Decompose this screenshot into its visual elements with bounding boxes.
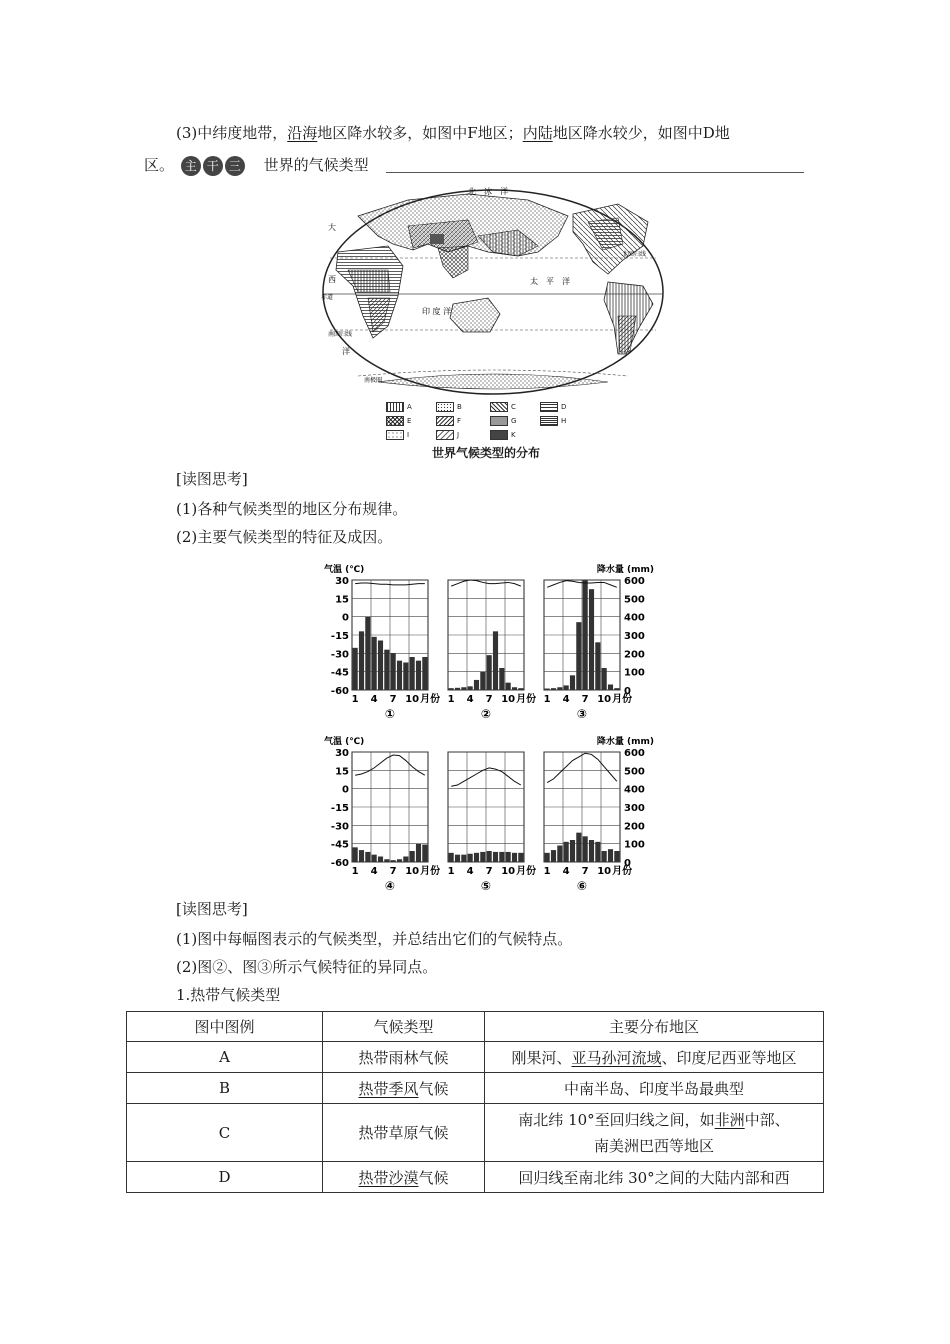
y-tick-temp: -30 <box>330 821 349 833</box>
panel-label: ③ <box>576 707 588 721</box>
precip-bar <box>506 683 511 690</box>
table-row: D 热带沙漠气候 回归线至南北纬 30°之间的大陆内部和西 <box>127 1162 824 1193</box>
precip-bar <box>551 688 556 690</box>
panel-label: ① <box>384 707 396 721</box>
precip-bar <box>397 859 402 862</box>
x-tick-label: 1 <box>351 694 359 705</box>
precip-bar <box>365 617 370 690</box>
x-tick-label: 1 <box>543 694 551 705</box>
y-tick-precip: 0 <box>624 858 631 869</box>
precip-bar <box>506 852 511 862</box>
x-tick-label: 7 <box>581 866 589 877</box>
precip-bar <box>353 648 358 690</box>
think1-heading: [读图思考] <box>176 470 248 488</box>
y-tick-precip: 300 <box>624 631 645 642</box>
label-tropic-n: 北回归线 <box>622 251 647 258</box>
precip-bar <box>384 650 389 690</box>
x-unit-label: 月份 <box>420 866 441 877</box>
y-tick-precip: 600 <box>624 748 645 759</box>
x-unit-label: 月份 <box>420 694 441 705</box>
label-atlantic-yang: 洋 <box>342 347 350 356</box>
precip-bar <box>570 675 575 690</box>
precip-bar <box>455 688 460 690</box>
legend-item-h: H <box>540 416 566 426</box>
precip-bar <box>455 855 460 862</box>
x-tick-label: 1 <box>543 866 551 877</box>
precip-bar <box>564 685 569 690</box>
swatch-f <box>436 416 454 426</box>
precip-bar <box>545 853 550 862</box>
underlined-coastal: 沿海 <box>287 124 318 142</box>
precip-bar <box>493 852 498 862</box>
x-tick-label: 7 <box>581 694 589 705</box>
swatch-g <box>490 416 508 426</box>
section-title: 世界的气候类型 <box>263 156 369 174</box>
y-axis-label-temp: 气温 (℃) <box>324 737 365 747</box>
section-rule <box>386 172 804 173</box>
label-equator: 赤道 <box>321 294 334 301</box>
paragraph-3-line-1: (3)中纬度地带，沿海地区降水较多，如图中F地区；内陆地区降水较少，如图中D地 <box>176 124 730 142</box>
world-climate-map <box>318 186 668 398</box>
y-tick-temp: 15 <box>335 594 349 606</box>
think2-q2: (2)图②、图③所示气候特征的异同点。 <box>176 958 438 976</box>
y-tick-precip: 0 <box>624 686 631 697</box>
think1-q1: (1)各种气候类型的地区分布规律。 <box>176 500 408 518</box>
precip-bar <box>461 855 466 862</box>
x-tick-label: 1 <box>447 694 455 705</box>
precip-bar <box>557 846 562 863</box>
swatch-c <box>490 402 508 412</box>
precip-bar <box>499 852 504 862</box>
y-tick-temp: 15 <box>335 766 349 778</box>
x-tick-label: 10 <box>597 694 612 705</box>
legend-item-k: K <box>490 430 516 440</box>
precip-bar <box>487 655 492 690</box>
table-row: B 热带季风气候 中南半岛、印度半岛最典型 <box>127 1073 824 1104</box>
y-tick-temp: -45 <box>330 667 349 679</box>
y-tick-temp: -15 <box>330 631 349 642</box>
precip-bar <box>493 631 498 690</box>
swatch-d <box>540 402 558 412</box>
precip-bar <box>474 680 479 690</box>
x-tick-label: 4 <box>466 694 474 705</box>
precip-bar <box>583 580 588 690</box>
y-axis-label-precip: 降水量 (mm) <box>596 565 654 575</box>
x-tick-label: 10 <box>597 866 612 877</box>
precip-bar <box>614 851 619 862</box>
swatch-h <box>540 416 558 426</box>
precip-bar <box>422 657 427 690</box>
precip-bar <box>422 845 427 862</box>
precip-bar <box>384 859 389 862</box>
precip-bar <box>461 687 466 690</box>
precip-bar <box>595 842 600 862</box>
y-axis-label-precip: 降水量 (mm) <box>596 737 654 747</box>
swatch-j <box>436 430 454 440</box>
label-antarctic: 南极圈 <box>364 377 383 384</box>
label-indian: 印 度 洋 <box>422 307 452 316</box>
label-tropic-s: 南回归线 <box>328 331 353 338</box>
x-tick-label: 10 <box>405 694 420 705</box>
label-pacific: 太 平 洋 <box>530 277 570 286</box>
x-tick-label: 7 <box>389 866 397 877</box>
y-tick-temp: 0 <box>342 784 349 796</box>
precip-bar <box>564 842 569 862</box>
precip-bar <box>416 661 421 690</box>
label-atlantic-west: 西 <box>328 275 336 284</box>
x-unit-label: 月份 <box>516 694 537 705</box>
map-caption: 世界气候类型的分布 <box>432 446 541 460</box>
panel-label: ② <box>480 707 492 721</box>
x-tick-label: 10 <box>501 866 516 877</box>
x-tick-label: 4 <box>466 866 474 877</box>
legend-item-d: D <box>540 402 566 412</box>
x-tick-label: 1 <box>447 866 455 877</box>
swatch-i <box>386 430 404 440</box>
precip-bar <box>576 833 581 862</box>
x-unit-label: 月份 <box>516 866 537 877</box>
header-area: 主要分布地区 <box>485 1012 824 1042</box>
badge-char-3: 三 <box>225 156 245 176</box>
think1-q2: (2)主要气候类型的特征及成因。 <box>176 528 393 546</box>
precip-bar <box>602 851 607 862</box>
precip-bar <box>589 840 594 862</box>
paragraph-3-line-2: 区。 主 干 三 世界的气候类型 <box>144 156 369 174</box>
panel-label: ④ <box>384 879 396 893</box>
y-tick-temp: -60 <box>330 686 349 697</box>
precip-bar <box>416 844 421 862</box>
precip-bar <box>403 663 408 691</box>
precip-bar <box>518 688 523 690</box>
precip-bar <box>589 589 594 690</box>
y-tick-precip: 100 <box>624 839 645 851</box>
precip-bar <box>359 850 364 862</box>
badge-char-1: 主 <box>181 156 201 176</box>
y-tick-precip: 600 <box>624 576 645 587</box>
y-tick-temp: 30 <box>335 576 349 587</box>
precip-bar <box>487 851 492 862</box>
x-tick-label: 7 <box>485 866 493 877</box>
precip-bar <box>372 855 377 862</box>
panel-label: ⑥ <box>576 879 588 893</box>
legend-item-g: G <box>490 416 516 426</box>
y-tick-temp: -45 <box>330 839 349 851</box>
x-tick-label: 4 <box>370 694 378 705</box>
precip-bar <box>602 668 607 690</box>
y-axis-label-temp: 气温 (℃) <box>324 565 365 575</box>
precip-bar <box>365 852 370 862</box>
header-type: 气候类型 <box>323 1012 485 1042</box>
underlined-inland: 内陆 <box>522 124 553 142</box>
x-tick-label: 4 <box>562 694 570 705</box>
swatch-k <box>490 430 508 440</box>
precip-bar <box>397 661 402 690</box>
y-tick-precip: 400 <box>624 612 645 624</box>
precip-bar <box>551 850 556 862</box>
precip-bar <box>576 622 581 690</box>
precip-bar <box>608 849 613 862</box>
precip-bar <box>410 657 415 690</box>
y-tick-precip: 500 <box>624 594 645 606</box>
precip-bar <box>545 689 550 690</box>
swatch-b <box>436 402 454 412</box>
section-badge <box>181 156 252 174</box>
precip-bar <box>499 668 504 690</box>
precip-bar <box>614 688 619 690</box>
x-tick-label: 10 <box>501 694 516 705</box>
x-tick-label: 4 <box>370 866 378 877</box>
precip-bar <box>410 851 415 862</box>
precip-bar <box>391 653 396 690</box>
precip-bar <box>480 852 485 862</box>
precip-bar <box>359 631 364 690</box>
label-north-ice: 北 冰 洋 <box>468 187 508 196</box>
sub-heading: 1.热带气候类型 <box>176 986 281 1004</box>
y-tick-precip: 200 <box>624 649 645 661</box>
precip-bar <box>403 857 408 863</box>
y-tick-temp: -15 <box>330 803 349 814</box>
precip-bar <box>512 687 517 690</box>
swatch-a <box>386 402 404 412</box>
tropical-climate-table <box>126 1011 824 1193</box>
precip-bar <box>512 853 517 862</box>
legend-item-b: B <box>436 402 462 412</box>
y-tick-temp: 30 <box>335 748 349 759</box>
think2-heading: [读图思考] <box>176 900 248 918</box>
precip-bar <box>518 853 523 862</box>
precip-bar <box>449 688 454 690</box>
precip-bar <box>570 840 575 862</box>
y-tick-precip: 100 <box>624 667 645 679</box>
y-tick-precip: 200 <box>624 821 645 833</box>
precip-bar <box>474 853 479 862</box>
precip-bar <box>583 836 588 862</box>
legend-item-i: I <box>386 430 409 440</box>
y-tick-temp: -30 <box>330 649 349 661</box>
table-header-row <box>127 1012 824 1042</box>
header-legend: 图中图例 <box>127 1012 323 1042</box>
legend-item-a: A <box>386 402 412 412</box>
precip-bar <box>480 672 485 690</box>
x-tick-label: 4 <box>562 866 570 877</box>
y-tick-precip: 400 <box>624 784 645 796</box>
y-tick-precip: 300 <box>624 803 645 814</box>
table-row: C 热带草原气候 南北纬 10°至回归线之间，如非洲中部、 南美洲巴西等地区 <box>127 1104 824 1162</box>
legend-item-e: E <box>386 416 411 426</box>
precip-bar <box>608 685 613 691</box>
panel-label: ⑤ <box>480 879 492 893</box>
x-tick-label: 10 <box>405 866 420 877</box>
table-row: A 热带雨林气候 刚果河、亚马孙河流域、印度尼西亚等地区 <box>127 1042 824 1073</box>
precip-bar <box>595 642 600 690</box>
legend-item-c: C <box>490 402 516 412</box>
precip-bar <box>372 637 377 690</box>
world-map-svg <box>318 186 668 398</box>
precip-bar <box>557 687 562 690</box>
legend-item-j: J <box>436 430 459 440</box>
badge-char-2: 干 <box>203 156 223 176</box>
x-tick-label: 7 <box>389 694 397 705</box>
precip-bar <box>378 641 383 691</box>
x-tick-label: 7 <box>485 694 493 705</box>
x-unit-label: 月份 <box>612 694 633 705</box>
legend-item-f: F <box>436 416 461 426</box>
y-tick-temp: 0 <box>342 612 349 624</box>
precip-bar <box>378 857 383 863</box>
label-big: 大 <box>328 223 336 232</box>
x-unit-label: 月份 <box>612 866 633 877</box>
precip-bar <box>468 686 473 690</box>
precip-bar <box>391 860 396 862</box>
precip-bar <box>353 847 358 862</box>
precip-bar <box>449 853 454 862</box>
swatch-e <box>386 416 404 426</box>
y-tick-temp: -60 <box>330 858 349 869</box>
y-tick-precip: 500 <box>624 766 645 778</box>
think2-q1: (1)图中每幅图表示的气候类型，并总结出它们的气候特点。 <box>176 930 573 948</box>
precip-bar <box>468 854 473 862</box>
x-tick-label: 1 <box>351 866 359 877</box>
climate-charts <box>322 556 654 893</box>
